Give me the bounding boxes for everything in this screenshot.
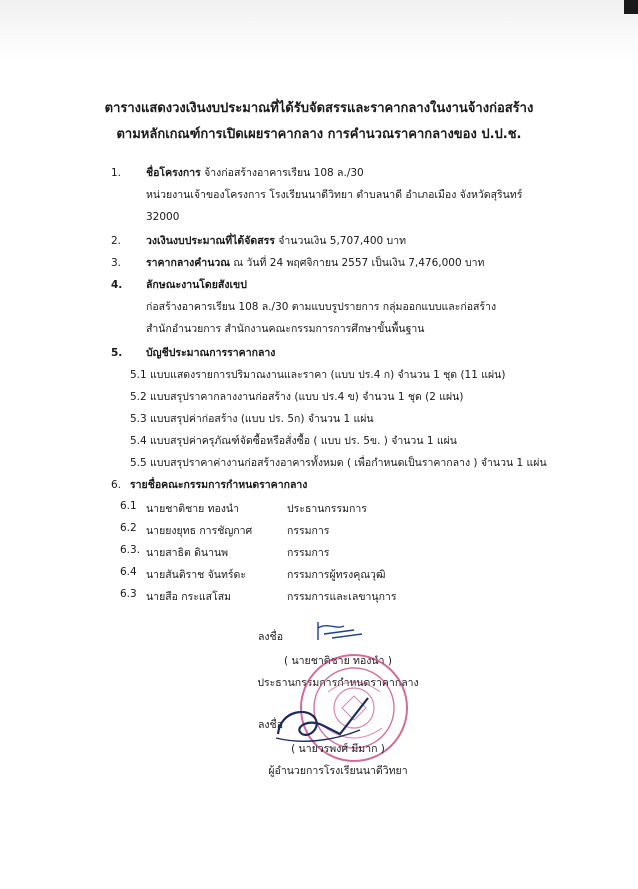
signature-1-mark <box>314 616 370 644</box>
item-2-value: จำนวนเงิน 5,707,400 บาท <box>274 235 407 247</box>
scan-corner-mark <box>624 0 638 14</box>
committee-number: 6.3 <box>120 588 137 600</box>
item-1-postcode: 32000 <box>146 211 180 223</box>
item-2 <box>146 234 406 248</box>
scan-bleed <box>0 0 638 60</box>
committee-name: นายชาติชาย ทองนำ <box>146 503 240 515</box>
item-3-value: ณ วันที่ 24 พฤศจิกายน 2557 เป็นเงิน 7,476,000 บาท <box>230 257 485 269</box>
item-5-1: 5.1 แบบแสดงรายการปริมาณงานและราคา (แบบ ปร.4 ก) จำนวน 1 ชุด (11 แผ่น) <box>130 369 506 381</box>
item-5-label: บัญชีประมาณการราคากลาง <box>146 347 276 359</box>
item-number-6: 6. <box>111 479 122 491</box>
committee-name: นายสันติราช จันทร์ดะ <box>146 569 246 581</box>
title-line-2: ตามหลักเกณฑ์การเปิดเผยราคากลาง การคำนวณราคากลางของ ป.ป.ช. <box>116 127 522 142</box>
item-5-4: 5.4 แบบสรุปค่าครุภัณฑ์จัดซื้อหรือสั่งซื้อ ( แบบ ปร. 5ข. ) จำนวน 1 แผ่น <box>130 435 457 447</box>
item-1-label: ชื่อโครงการ <box>146 167 201 179</box>
sign-1-label: ลงชื่อ <box>258 631 283 643</box>
item-5-2: 5.2 แบบสรุปราคากลางงานก่อสร้าง (แบบ ปร.4 ข) จำนวน 1 ชุด (2 แผ่น) <box>130 391 464 403</box>
item-6-label: รายชื่อคณะกรรมการกำหนดราคากลาง <box>130 479 308 491</box>
item-1-owner: หน่วยงานเจ้าของโครงการ โรงเรียนนาดีวิทยา ตำบลนาดี อำเภอเมือง จังหวัดสุรินทร์ <box>146 189 523 201</box>
item-2-label: วงเงินงบประมาณที่ได้จัดสรร <box>146 235 275 247</box>
sign-1-position: ประธานกรรมการกำหนดราคากลาง <box>257 677 419 689</box>
item-3 <box>146 256 484 270</box>
sign-1-name: ( นายชาติชาย ทองนำ ) <box>284 655 392 667</box>
item-3-label: ราคากลางคำนวณ <box>146 257 231 269</box>
sign-2-name: ( นายวรพงศ์ มีมาก ) <box>291 743 385 755</box>
committee-number: 6.2 <box>120 522 137 534</box>
committee-number: 6.1 <box>120 500 137 512</box>
committee-name: นายยงยุทธ การชัญกาศ <box>146 525 253 537</box>
item-1 <box>146 166 364 180</box>
item-number-3: 3. <box>111 257 122 269</box>
item-4-label: ลักษณะงานโดยสังเขป <box>146 279 247 291</box>
committee-role: กรรมการผู้ทรงคุณวุฒิ <box>287 569 386 581</box>
sign-2-label: ลงชื่อ <box>258 719 283 731</box>
item-number-2: 2. <box>111 235 122 247</box>
item-5-3: 5.3 แบบสรุปค่าก่อสร้าง (แบบ ปร. 5ก) จำนวน 1 แผ่น <box>130 413 374 425</box>
item-number-5: 5. <box>111 347 123 359</box>
item-4-desc-2: สำนักอำนวยการ สำนักงานคณะกรรมการการศึกษาขั้นพื้นฐาน <box>146 323 425 335</box>
sign-2-position: ผู้อำนวยการโรงเรียนนาดีวิทยา <box>268 765 408 777</box>
item-4-desc-1: ก่อสร้างอาคารเรียน 108 ล./30 ตามแบบรูปรายการ กลุ่มออกแบบและก่อสร้าง <box>146 301 497 313</box>
committee-number: 6.4 <box>120 566 137 578</box>
committee-role: ประธานกรรมการ <box>287 503 367 515</box>
item-number-4: 4. <box>111 279 123 291</box>
committee-role: กรรมการ <box>287 547 330 559</box>
item-number-1: 1. <box>111 167 122 179</box>
committee-name: นายสาธิต ดินานพ <box>146 547 229 559</box>
item-1-value: จ้างก่อสร้างอาคารเรียน 108 ล./30 <box>200 167 364 179</box>
committee-number: 6.3. <box>120 544 141 556</box>
committee-role: กรรมการ <box>287 525 330 537</box>
title-line-1: ตารางแสดงวงเงินงบประมาณที่ได้รับจัดสรรและราคากลางในงานจ้างก่อสร้าง <box>104 101 534 116</box>
committee-name: นายสือ กระแสโสม <box>146 591 232 603</box>
item-5-5: 5.5 แบบสรุปราคาค่างานก่อสร้างอาคารทั้งหมด ( เพื่อกำหนดเป็นราคากลาง ) จำนวน 1 แผ่น <box>130 457 547 469</box>
committee-role: กรรมการและเลขานุการ <box>287 591 397 603</box>
